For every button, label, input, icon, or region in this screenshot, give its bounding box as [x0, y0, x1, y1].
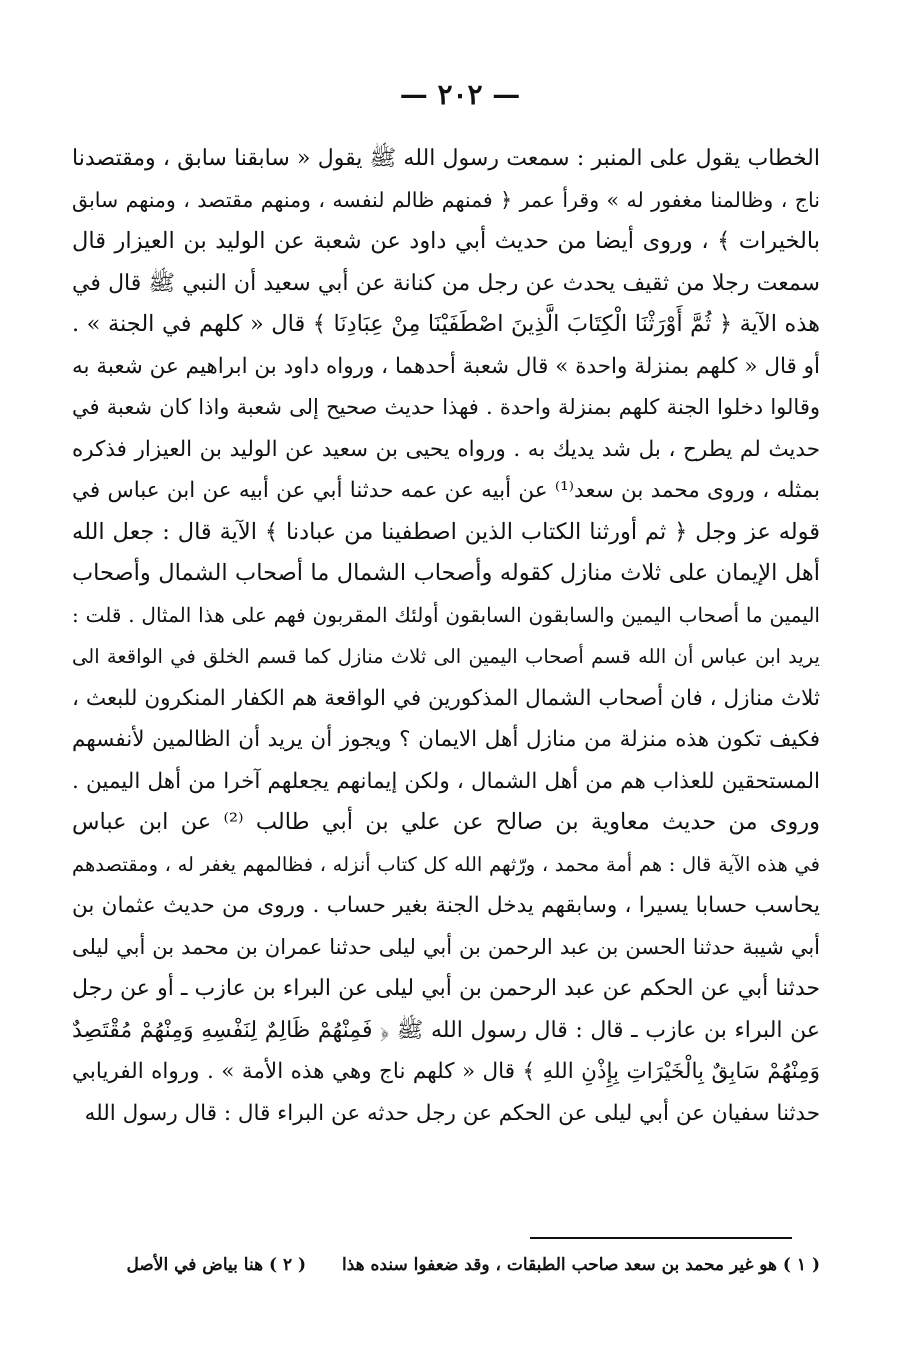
main-text: [72, 138, 820, 1134]
text-line: بالخيرات ﴾ ، وروى أيضا من حديث أبي داود عن شعبة عن الوليد بن العيزار قال: [72, 228, 820, 254]
text-line: اليمين ما أصحاب اليمين والسابقون السابقون أولئك المقربون فهم على هذا المثال . قلت :: [72, 602, 820, 627]
text-line: أبي شيبة حدثنا الحسن بن عبد الرحمن بن أبي ليلى حدثنا عمران بن محمد بن أبي ليلى: [72, 934, 820, 959]
text-line: سمعت رجلا من ثقيف يحدث عن رجل من كنانة عن أبي سعيد أن النبي ﷺ قال في: [72, 270, 820, 296]
text-line: بمثله ، وروى محمد بن سعد⁽¹⁾ عن أبيه عن عمه حدثنا أبي عن أبيه عن ابن عباس في: [72, 478, 820, 503]
text-line: ناج ، وظالمنا مغفور له » وقرأ عمر ﴿ فمنهم ظالم لنفسه ، ومنهم مقتصد ، ومنهم سابق: [72, 187, 820, 212]
text-line: فكيف تكون هذه منزلة من منازل أهل الايمان ؟ ويجوز أن يريد أن الظالمين لأنفسهم: [72, 727, 820, 752]
text-line: يحاسب حسابا يسيرا ، وسابقهم يدخل الجنة بغير حساب . وروى من حديث عثمان بن: [72, 893, 820, 918]
page-number: — ٢٠٢ —: [399, 78, 521, 111]
text-line: ثلاث منازل ، فان أصحاب الشمال المذكورين في الواقعة هم الكفار المنكرون للبعث ،: [72, 685, 820, 711]
footnote-divider: [530, 1237, 792, 1239]
text-line: قوله عز وجل ﴿ ثم أورثنا الكتاب الذين اصطفينا من عبادنا ﴾ الآية قال : جعل الله: [72, 518, 820, 545]
text-line: هذه الآية ﴿ ثُمَّ أَوْرَثْنَا الْكِتَابَ الَّذِينَ اصْطَفَيْنَا مِنْ عِبَادِنَا ﴾ قال « كلهم في الجنة » .: [72, 311, 820, 337]
text-line: أو قال « كلهم بمنزلة واحدة » قال شعبة أحدهما ، ورواه داود بن ابراهيم عن شعبة به: [72, 353, 820, 379]
text-line: وَمِنْهُمْ سَابِقٌ بِالْخَيْرَاتِ بِإِذْنِ اللهِ ﴾ قال « كلهم ناج وهي هذه الأمة » . ورواه الفريابي: [72, 1059, 820, 1084]
text-line: يريد ابن عباس أن الله قسم أصحاب اليمين الى ثلاث منازل كما قسم الخلق في الواقعة الى: [72, 645, 820, 668]
text-line: وقالوا دخلوا الجنة كلهم بمنزلة واحدة . فهذا حديث صحيح إلى شعبة واذا كان شعبة في: [72, 395, 820, 419]
text-line: في هذه الآية قال : هم أمة محمد ، ورّثهم الله كل كتاب أنزله ، فظالمهم يغفر له ، ومقتصدهم: [72, 852, 820, 876]
footnote-1: ( ١ ) هو غير محمد بن سعد صاحب الطبقات ، وقد ضعفوا سنده هذا: [342, 1255, 820, 1275]
text-line: المستحقين للعذاب هم من أهل الشمال ، ولكن إيمانهم يجعلهم آخرا من أهل اليمين .: [72, 768, 820, 794]
text-line: حدثنا سفيان عن أبي ليلى عن الحكم عن رجل حدثه عن البراء قال : قال رسول الله: [84, 1100, 820, 1126]
text-line: حدثنا أبي عن الحكم عن عبد الرحمن بن أبي ليلى عن البراء بن عازب ـ أو عن رجل: [72, 976, 820, 1001]
footnotes: [72, 1250, 820, 1280]
text-line: وروى من حديث معاوية بن صالح عن علي بن أبي طالب ⁽²⁾ عن ابن عباس: [72, 809, 820, 835]
text-line: عن البراء بن عازب ـ قال : قال رسول الله ﷺ ﴿ فَمِنْهُمْ ظَالِمٌ لِنَفْسِهِ وَمِنْهُمْ مُقْتَصِدٌ: [72, 1017, 820, 1043]
text-line: الخطاب يقول على المنبر : سمعت رسول الله ﷺ يقول « سابقنا سابق ، ومقتصدنا: [72, 146, 820, 171]
footnote-2: ( ٢ ) هنا بياض في الأصل: [126, 1255, 307, 1275]
text-line: حديث لم يطرح ، بل شد يديك به . ورواه يحيى بن سعيد عن الوليد بن العيزار فذكره: [72, 436, 820, 462]
text-line: أهل الإيمان على ثلاث منازل كقوله وأصحاب الشمال ما أصحاب الشمال وأصحاب: [72, 560, 820, 586]
